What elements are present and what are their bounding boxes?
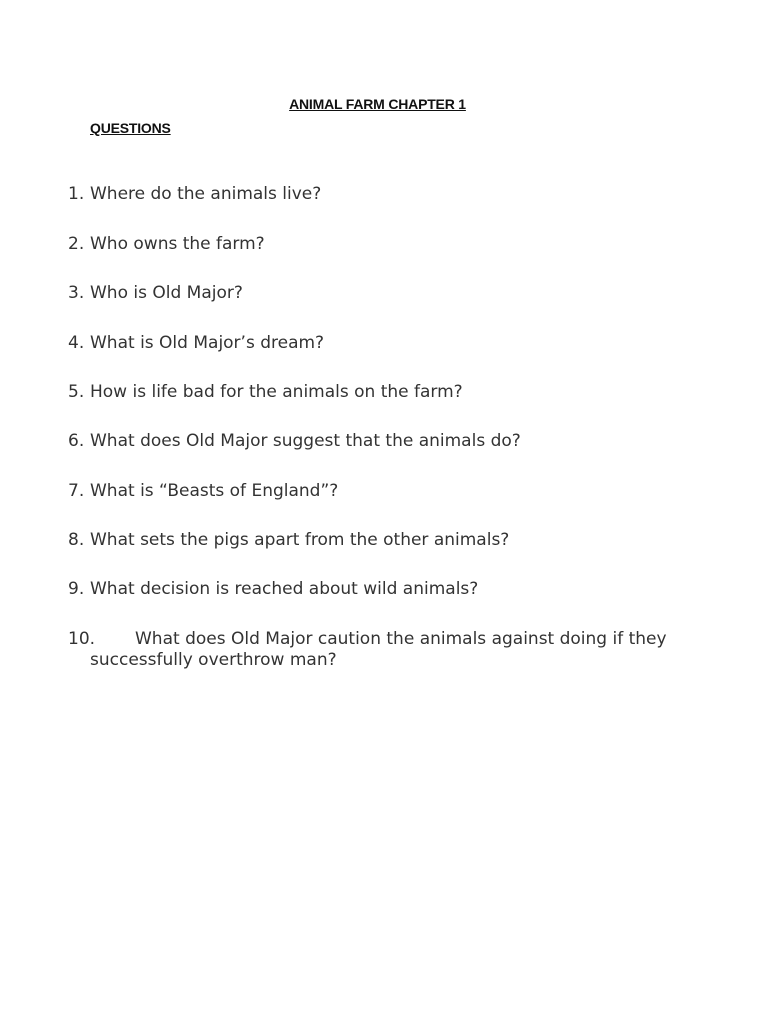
question-text: Who is Old Major? xyxy=(90,283,243,303)
document-subtitle: QUESTIONS xyxy=(90,120,171,136)
question-number: 10. xyxy=(68,629,96,649)
question-text: Who owns the farm? xyxy=(90,234,265,254)
question-text: Where do the animals live? xyxy=(90,184,322,204)
question-number: 6. xyxy=(68,431,85,451)
question-text: What is “Beasts of England”? xyxy=(90,481,339,501)
question-text: What decision is reached about wild animals? xyxy=(90,579,479,599)
question-item xyxy=(68,184,688,205)
question-number: 7. xyxy=(68,481,85,501)
question-item xyxy=(68,530,688,551)
question-item xyxy=(68,234,688,255)
question-item xyxy=(68,382,688,403)
question-text: What does Old Major caution the animals against doing if they successfully overthrow man? xyxy=(90,629,667,670)
question-item xyxy=(68,579,688,600)
question-number: 3. xyxy=(68,283,85,303)
question-item xyxy=(68,283,688,304)
question-item xyxy=(68,431,688,452)
question-item xyxy=(68,629,688,671)
question-number: 1. xyxy=(68,184,85,204)
question-text: How is life bad for the animals on the farm? xyxy=(90,382,463,402)
document-title: ANIMAL FARM CHAPTER 1 xyxy=(289,96,466,112)
question-number: 2. xyxy=(68,234,85,254)
question-number: 8. xyxy=(68,530,85,550)
question-text: What is Old Major’s dream? xyxy=(90,333,325,353)
question-number: 4. xyxy=(68,333,85,353)
question-item xyxy=(68,481,688,502)
question-text: What does Old Major suggest that the animals do? xyxy=(90,431,521,451)
question-item xyxy=(68,333,688,354)
question-number: 5. xyxy=(68,382,85,402)
question-number: 9. xyxy=(68,579,85,599)
question-text: What sets the pigs apart from the other animals? xyxy=(90,530,510,550)
